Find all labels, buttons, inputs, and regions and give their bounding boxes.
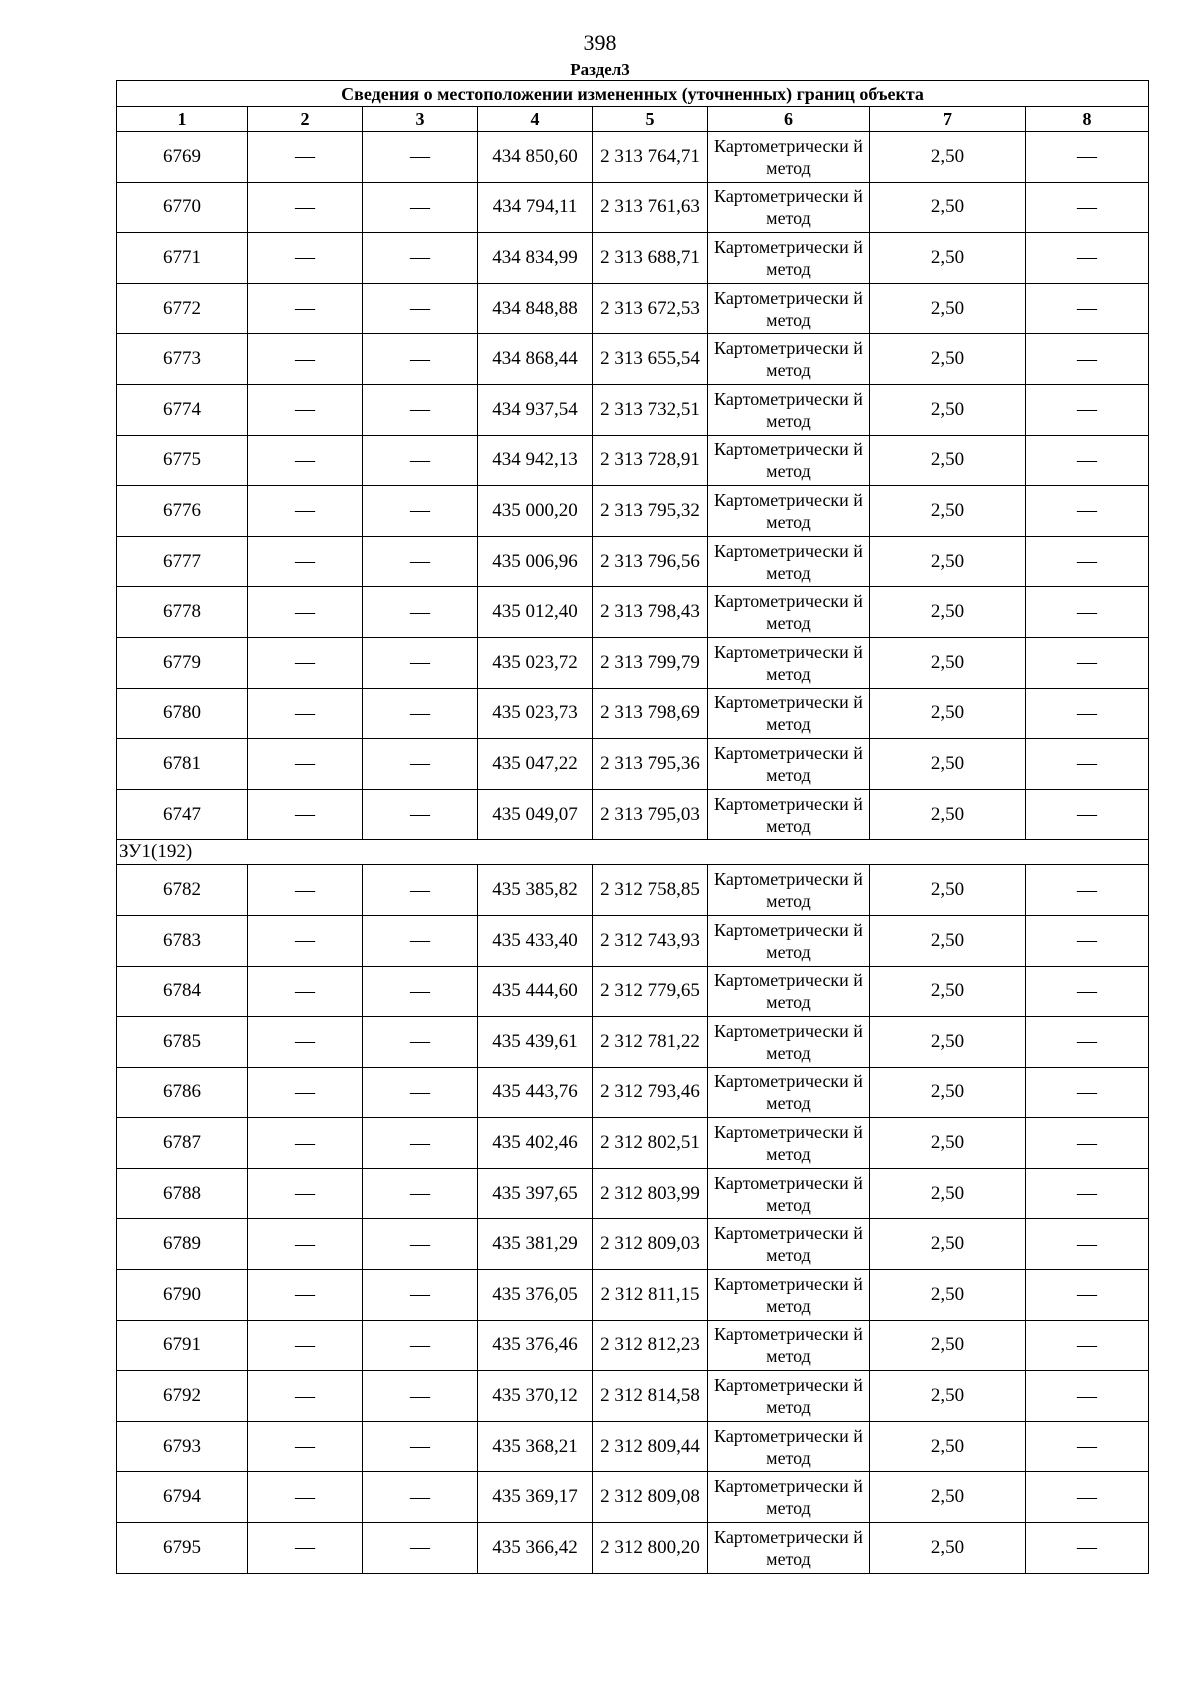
col3-cell: —: [363, 536, 478, 587]
table-row: [117, 1472, 1149, 1523]
table-row: [117, 435, 1149, 486]
group-label: ЗУ1(192): [117, 840, 1149, 865]
y-coordinate-cell: 2 313 798,69: [593, 688, 708, 739]
y-coordinate-cell: 2 313 799,79: [593, 637, 708, 688]
col3-cell: —: [363, 587, 478, 638]
table-row: [117, 1017, 1149, 1068]
x-coordinate-cell: 435 049,07: [478, 789, 593, 840]
accuracy-cell: 2,50: [870, 1320, 1026, 1371]
point-number-cell: 6787: [117, 1118, 248, 1169]
table-row: [117, 384, 1149, 435]
x-coordinate-cell: 435 444,60: [478, 966, 593, 1017]
y-coordinate-cell: 2 312 811,15: [593, 1270, 708, 1321]
y-coordinate-cell: 2 313 795,03: [593, 789, 708, 840]
table-row: [117, 1168, 1149, 1219]
table-row: [117, 233, 1149, 284]
col8-cell: —: [1026, 1067, 1149, 1118]
x-coordinate-cell: 434 942,13: [478, 435, 593, 486]
x-coordinate-cell: 434 868,44: [478, 334, 593, 385]
accuracy-cell: 2,50: [870, 1017, 1026, 1068]
col8-cell: —: [1026, 1219, 1149, 1270]
x-coordinate-cell: 435 006,96: [478, 536, 593, 587]
accuracy-cell: 2,50: [870, 1219, 1026, 1270]
col2-cell: —: [248, 1168, 363, 1219]
table-row: [117, 1320, 1149, 1371]
method-cell: Картометрически й метод: [708, 865, 870, 916]
col8-cell: —: [1026, 1017, 1149, 1068]
point-number-cell: 6779: [117, 637, 248, 688]
column-numbers-row: [117, 107, 1149, 132]
method-cell: Картометрически й метод: [708, 1523, 870, 1574]
point-number-cell: 6769: [117, 132, 248, 183]
method-cell: Картометрически й метод: [708, 1168, 870, 1219]
accuracy-cell: 2,50: [870, 435, 1026, 486]
x-coordinate-cell: 435 369,17: [478, 1472, 593, 1523]
point-number-cell: 6791: [117, 1320, 248, 1371]
col2-cell: —: [248, 789, 363, 840]
method-cell: Картометрически й метод: [708, 637, 870, 688]
col2-cell: —: [248, 283, 363, 334]
x-coordinate-cell: 435 376,05: [478, 1270, 593, 1321]
column-header: 8: [1026, 107, 1149, 132]
col3-cell: —: [363, 132, 478, 183]
col3-cell: —: [363, 966, 478, 1017]
col8-cell: —: [1026, 233, 1149, 284]
table-caption: Сведения о местоположении измененных (уточненных) границ объекта: [117, 81, 1149, 107]
table-row: [117, 688, 1149, 739]
col2-cell: —: [248, 1371, 363, 1422]
table-row: [117, 865, 1149, 916]
col8-cell: —: [1026, 132, 1149, 183]
col3-cell: —: [363, 334, 478, 385]
table-row: [117, 1118, 1149, 1169]
y-coordinate-cell: 2 312 809,44: [593, 1421, 708, 1472]
col2-cell: —: [248, 1523, 363, 1574]
method-cell: Картометрически й метод: [708, 587, 870, 638]
x-coordinate-cell: 434 937,54: [478, 384, 593, 435]
col8-cell: —: [1026, 182, 1149, 233]
accuracy-cell: 2,50: [870, 915, 1026, 966]
table-row: [117, 536, 1149, 587]
point-number-cell: 6789: [117, 1219, 248, 1270]
accuracy-cell: 2,50: [870, 1067, 1026, 1118]
point-number-cell: 6773: [117, 334, 248, 385]
col8-cell: —: [1026, 966, 1149, 1017]
point-number-cell: 6781: [117, 739, 248, 790]
col8-cell: —: [1026, 334, 1149, 385]
y-coordinate-cell: 2 312 809,08: [593, 1472, 708, 1523]
y-coordinate-cell: 2 312 809,03: [593, 1219, 708, 1270]
table-row: [117, 915, 1149, 966]
col8-cell: —: [1026, 1371, 1149, 1422]
method-cell: Картометрически й метод: [708, 1270, 870, 1321]
point-number-cell: 6777: [117, 536, 248, 587]
table-row: [117, 1270, 1149, 1321]
y-coordinate-cell: 2 312 743,93: [593, 915, 708, 966]
point-number-cell: 6792: [117, 1371, 248, 1422]
method-cell: Картометрически й метод: [708, 1067, 870, 1118]
y-coordinate-cell: 2 313 798,43: [593, 587, 708, 638]
column-header: 5: [593, 107, 708, 132]
column-header: 7: [870, 107, 1026, 132]
x-coordinate-cell: 435 433,40: [478, 915, 593, 966]
x-coordinate-cell: 435 385,82: [478, 865, 593, 916]
accuracy-cell: 2,50: [870, 384, 1026, 435]
point-number-cell: 6785: [117, 1017, 248, 1068]
col2-cell: —: [248, 1421, 363, 1472]
col3-cell: —: [363, 1371, 478, 1422]
point-number-cell: 6795: [117, 1523, 248, 1574]
table-row: [117, 283, 1149, 334]
col8-cell: —: [1026, 915, 1149, 966]
accuracy-cell: 2,50: [870, 789, 1026, 840]
x-coordinate-cell: 435 402,46: [478, 1118, 593, 1169]
table-row: [117, 587, 1149, 638]
col2-cell: —: [248, 587, 363, 638]
col2-cell: —: [248, 1320, 363, 1371]
table-row: [117, 739, 1149, 790]
x-coordinate-cell: 435 047,22: [478, 739, 593, 790]
accuracy-cell: 2,50: [870, 1421, 1026, 1472]
col2-cell: —: [248, 182, 363, 233]
col2-cell: —: [248, 486, 363, 537]
y-coordinate-cell: 2 312 802,51: [593, 1118, 708, 1169]
method-cell: Картометрически й метод: [708, 132, 870, 183]
accuracy-cell: 2,50: [870, 1270, 1026, 1321]
col3-cell: —: [363, 1472, 478, 1523]
section-title: Раздел3: [570, 60, 630, 79]
x-coordinate-cell: 435 443,76: [478, 1067, 593, 1118]
x-coordinate-cell: 435 368,21: [478, 1421, 593, 1472]
col8-cell: —: [1026, 789, 1149, 840]
col3-cell: —: [363, 1270, 478, 1321]
method-cell: Картометрически й метод: [708, 182, 870, 233]
col3-cell: —: [363, 1067, 478, 1118]
col2-cell: —: [248, 1067, 363, 1118]
accuracy-cell: 2,50: [870, 637, 1026, 688]
point-number-cell: 6776: [117, 486, 248, 537]
point-number-cell: 6793: [117, 1421, 248, 1472]
y-coordinate-cell: 2 312 781,22: [593, 1017, 708, 1068]
point-number-cell: 6774: [117, 384, 248, 435]
method-cell: Картометрически й метод: [708, 536, 870, 587]
col8-cell: —: [1026, 283, 1149, 334]
y-coordinate-cell: 2 312 812,23: [593, 1320, 708, 1371]
point-number-cell: 6747: [117, 789, 248, 840]
col3-cell: —: [363, 1219, 478, 1270]
table-row: [117, 1219, 1149, 1270]
point-number-cell: 6783: [117, 915, 248, 966]
accuracy-cell: 2,50: [870, 334, 1026, 385]
accuracy-cell: 2,50: [870, 132, 1026, 183]
method-cell: Картометрически й метод: [708, 334, 870, 385]
method-cell: Картометрически й метод: [708, 966, 870, 1017]
y-coordinate-cell: 2 312 803,99: [593, 1168, 708, 1219]
point-number-cell: 6775: [117, 435, 248, 486]
col8-cell: —: [1026, 384, 1149, 435]
accuracy-cell: 2,50: [870, 233, 1026, 284]
table-row: [117, 1523, 1149, 1574]
accuracy-cell: 2,50: [870, 1472, 1026, 1523]
y-coordinate-cell: 2 313 795,32: [593, 486, 708, 537]
method-cell: Картометрически й метод: [708, 1017, 870, 1068]
col3-cell: —: [363, 789, 478, 840]
col2-cell: —: [248, 688, 363, 739]
accuracy-cell: 2,50: [870, 865, 1026, 916]
col8-cell: —: [1026, 739, 1149, 790]
x-coordinate-cell: 435 000,20: [478, 486, 593, 537]
method-cell: Картометрически й метод: [708, 1371, 870, 1422]
x-coordinate-cell: 435 439,61: [478, 1017, 593, 1068]
method-cell: Картометрически й метод: [708, 435, 870, 486]
method-cell: Картометрически й метод: [708, 1472, 870, 1523]
coordinates-table: [116, 80, 1149, 1574]
group-row: [117, 840, 1149, 865]
col3-cell: —: [363, 865, 478, 916]
y-coordinate-cell: 2 313 655,54: [593, 334, 708, 385]
method-cell: Картометрически й метод: [708, 1118, 870, 1169]
y-coordinate-cell: 2 313 796,56: [593, 536, 708, 587]
table-row: [117, 486, 1149, 537]
y-coordinate-cell: 2 313 728,91: [593, 435, 708, 486]
table-row: [117, 637, 1149, 688]
point-number-cell: 6790: [117, 1270, 248, 1321]
col8-cell: —: [1026, 688, 1149, 739]
y-coordinate-cell: 2 313 761,63: [593, 182, 708, 233]
x-coordinate-cell: 435 366,42: [478, 1523, 593, 1574]
point-number-cell: 6784: [117, 966, 248, 1017]
point-number-cell: 6770: [117, 182, 248, 233]
x-coordinate-cell: 435 370,12: [478, 1371, 593, 1422]
y-coordinate-cell: 2 312 779,65: [593, 966, 708, 1017]
point-number-cell: 6782: [117, 865, 248, 916]
method-cell: Картометрически й метод: [708, 1219, 870, 1270]
col8-cell: —: [1026, 1270, 1149, 1321]
point-number-cell: 6780: [117, 688, 248, 739]
col2-cell: —: [248, 132, 363, 183]
method-cell: Картометрически й метод: [708, 384, 870, 435]
col2-cell: —: [248, 1270, 363, 1321]
method-cell: Картометрически й метод: [708, 688, 870, 739]
accuracy-cell: 2,50: [870, 587, 1026, 638]
method-cell: Картометрически й метод: [708, 789, 870, 840]
col3-cell: —: [363, 688, 478, 739]
col2-cell: —: [248, 739, 363, 790]
table-row: [117, 789, 1149, 840]
col3-cell: —: [363, 384, 478, 435]
x-coordinate-cell: 435 023,73: [478, 688, 593, 739]
accuracy-cell: 2,50: [870, 1523, 1026, 1574]
method-cell: Картометрически й метод: [708, 233, 870, 284]
x-coordinate-cell: 434 850,60: [478, 132, 593, 183]
col8-cell: —: [1026, 637, 1149, 688]
col3-cell: —: [363, 182, 478, 233]
accuracy-cell: 2,50: [870, 739, 1026, 790]
col2-cell: —: [248, 233, 363, 284]
col3-cell: —: [363, 233, 478, 284]
column-header: 6: [708, 107, 870, 132]
x-coordinate-cell: 435 381,29: [478, 1219, 593, 1270]
col3-cell: —: [363, 915, 478, 966]
col3-cell: —: [363, 1320, 478, 1371]
accuracy-cell: 2,50: [870, 1118, 1026, 1169]
table-row: [117, 182, 1149, 233]
point-number-cell: 6794: [117, 1472, 248, 1523]
col2-cell: —: [248, 384, 363, 435]
table-caption-row: [117, 81, 1149, 107]
col3-cell: —: [363, 435, 478, 486]
col8-cell: —: [1026, 536, 1149, 587]
table-row: [117, 1371, 1149, 1422]
table-row: [117, 132, 1149, 183]
col2-cell: —: [248, 1219, 363, 1270]
accuracy-cell: 2,50: [870, 283, 1026, 334]
y-coordinate-cell: 2 313 795,36: [593, 739, 708, 790]
method-cell: Картометрически й метод: [708, 1421, 870, 1472]
x-coordinate-cell: 434 834,99: [478, 233, 593, 284]
col2-cell: —: [248, 435, 363, 486]
method-cell: Картометрически й метод: [708, 486, 870, 537]
point-number-cell: 6786: [117, 1067, 248, 1118]
table-row: [117, 966, 1149, 1017]
point-number-cell: 6778: [117, 587, 248, 638]
accuracy-cell: 2,50: [870, 1168, 1026, 1219]
col8-cell: —: [1026, 1421, 1149, 1472]
col3-cell: —: [363, 1523, 478, 1574]
x-coordinate-cell: 435 023,72: [478, 637, 593, 688]
col8-cell: —: [1026, 865, 1149, 916]
col3-cell: —: [363, 1118, 478, 1169]
column-header: 1: [117, 107, 248, 132]
y-coordinate-cell: 2 313 764,71: [593, 132, 708, 183]
table-row: [117, 1067, 1149, 1118]
col3-cell: —: [363, 1168, 478, 1219]
x-coordinate-cell: 435 397,65: [478, 1168, 593, 1219]
column-header: 2: [248, 107, 363, 132]
accuracy-cell: 2,50: [870, 688, 1026, 739]
accuracy-cell: 2,50: [870, 1371, 1026, 1422]
method-cell: Картометрически й метод: [708, 1320, 870, 1371]
y-coordinate-cell: 2 312 814,58: [593, 1371, 708, 1422]
x-coordinate-cell: 435 376,46: [478, 1320, 593, 1371]
col2-cell: —: [248, 1017, 363, 1068]
x-coordinate-cell: 435 012,40: [478, 587, 593, 638]
col3-cell: —: [363, 486, 478, 537]
accuracy-cell: 2,50: [870, 966, 1026, 1017]
col3-cell: —: [363, 283, 478, 334]
col8-cell: —: [1026, 1168, 1149, 1219]
col8-cell: —: [1026, 435, 1149, 486]
x-coordinate-cell: 434 794,11: [478, 182, 593, 233]
col3-cell: —: [363, 1421, 478, 1472]
method-cell: Картометрически й метод: [708, 739, 870, 790]
col2-cell: —: [248, 334, 363, 385]
col8-cell: —: [1026, 1472, 1149, 1523]
col8-cell: —: [1026, 486, 1149, 537]
col2-cell: —: [248, 915, 363, 966]
y-coordinate-cell: 2 312 793,46: [593, 1067, 708, 1118]
y-coordinate-cell: 2 312 758,85: [593, 865, 708, 916]
col3-cell: —: [363, 1017, 478, 1068]
table-row: [117, 1421, 1149, 1472]
col3-cell: —: [363, 739, 478, 790]
y-coordinate-cell: 2 312 800,20: [593, 1523, 708, 1574]
point-number-cell: 6788: [117, 1168, 248, 1219]
point-number-cell: 6772: [117, 283, 248, 334]
y-coordinate-cell: 2 313 672,53: [593, 283, 708, 334]
col2-cell: —: [248, 865, 363, 916]
col2-cell: —: [248, 1472, 363, 1523]
method-cell: Картометрически й метод: [708, 283, 870, 334]
y-coordinate-cell: 2 313 688,71: [593, 233, 708, 284]
col2-cell: —: [248, 1118, 363, 1169]
column-header: 4: [478, 107, 593, 132]
accuracy-cell: 2,50: [870, 536, 1026, 587]
col8-cell: —: [1026, 1523, 1149, 1574]
table-row: [117, 334, 1149, 385]
method-cell: Картометрически й метод: [708, 915, 870, 966]
col2-cell: —: [248, 966, 363, 1017]
column-header: 3: [363, 107, 478, 132]
x-coordinate-cell: 434 848,88: [478, 283, 593, 334]
col8-cell: —: [1026, 1320, 1149, 1371]
col8-cell: —: [1026, 1118, 1149, 1169]
col3-cell: —: [363, 637, 478, 688]
accuracy-cell: 2,50: [870, 182, 1026, 233]
accuracy-cell: 2,50: [870, 486, 1026, 537]
col8-cell: —: [1026, 587, 1149, 638]
point-number-cell: 6771: [117, 233, 248, 284]
y-coordinate-cell: 2 313 732,51: [593, 384, 708, 435]
col2-cell: —: [248, 637, 363, 688]
page-number: 398: [583, 30, 617, 55]
col2-cell: —: [248, 536, 363, 587]
